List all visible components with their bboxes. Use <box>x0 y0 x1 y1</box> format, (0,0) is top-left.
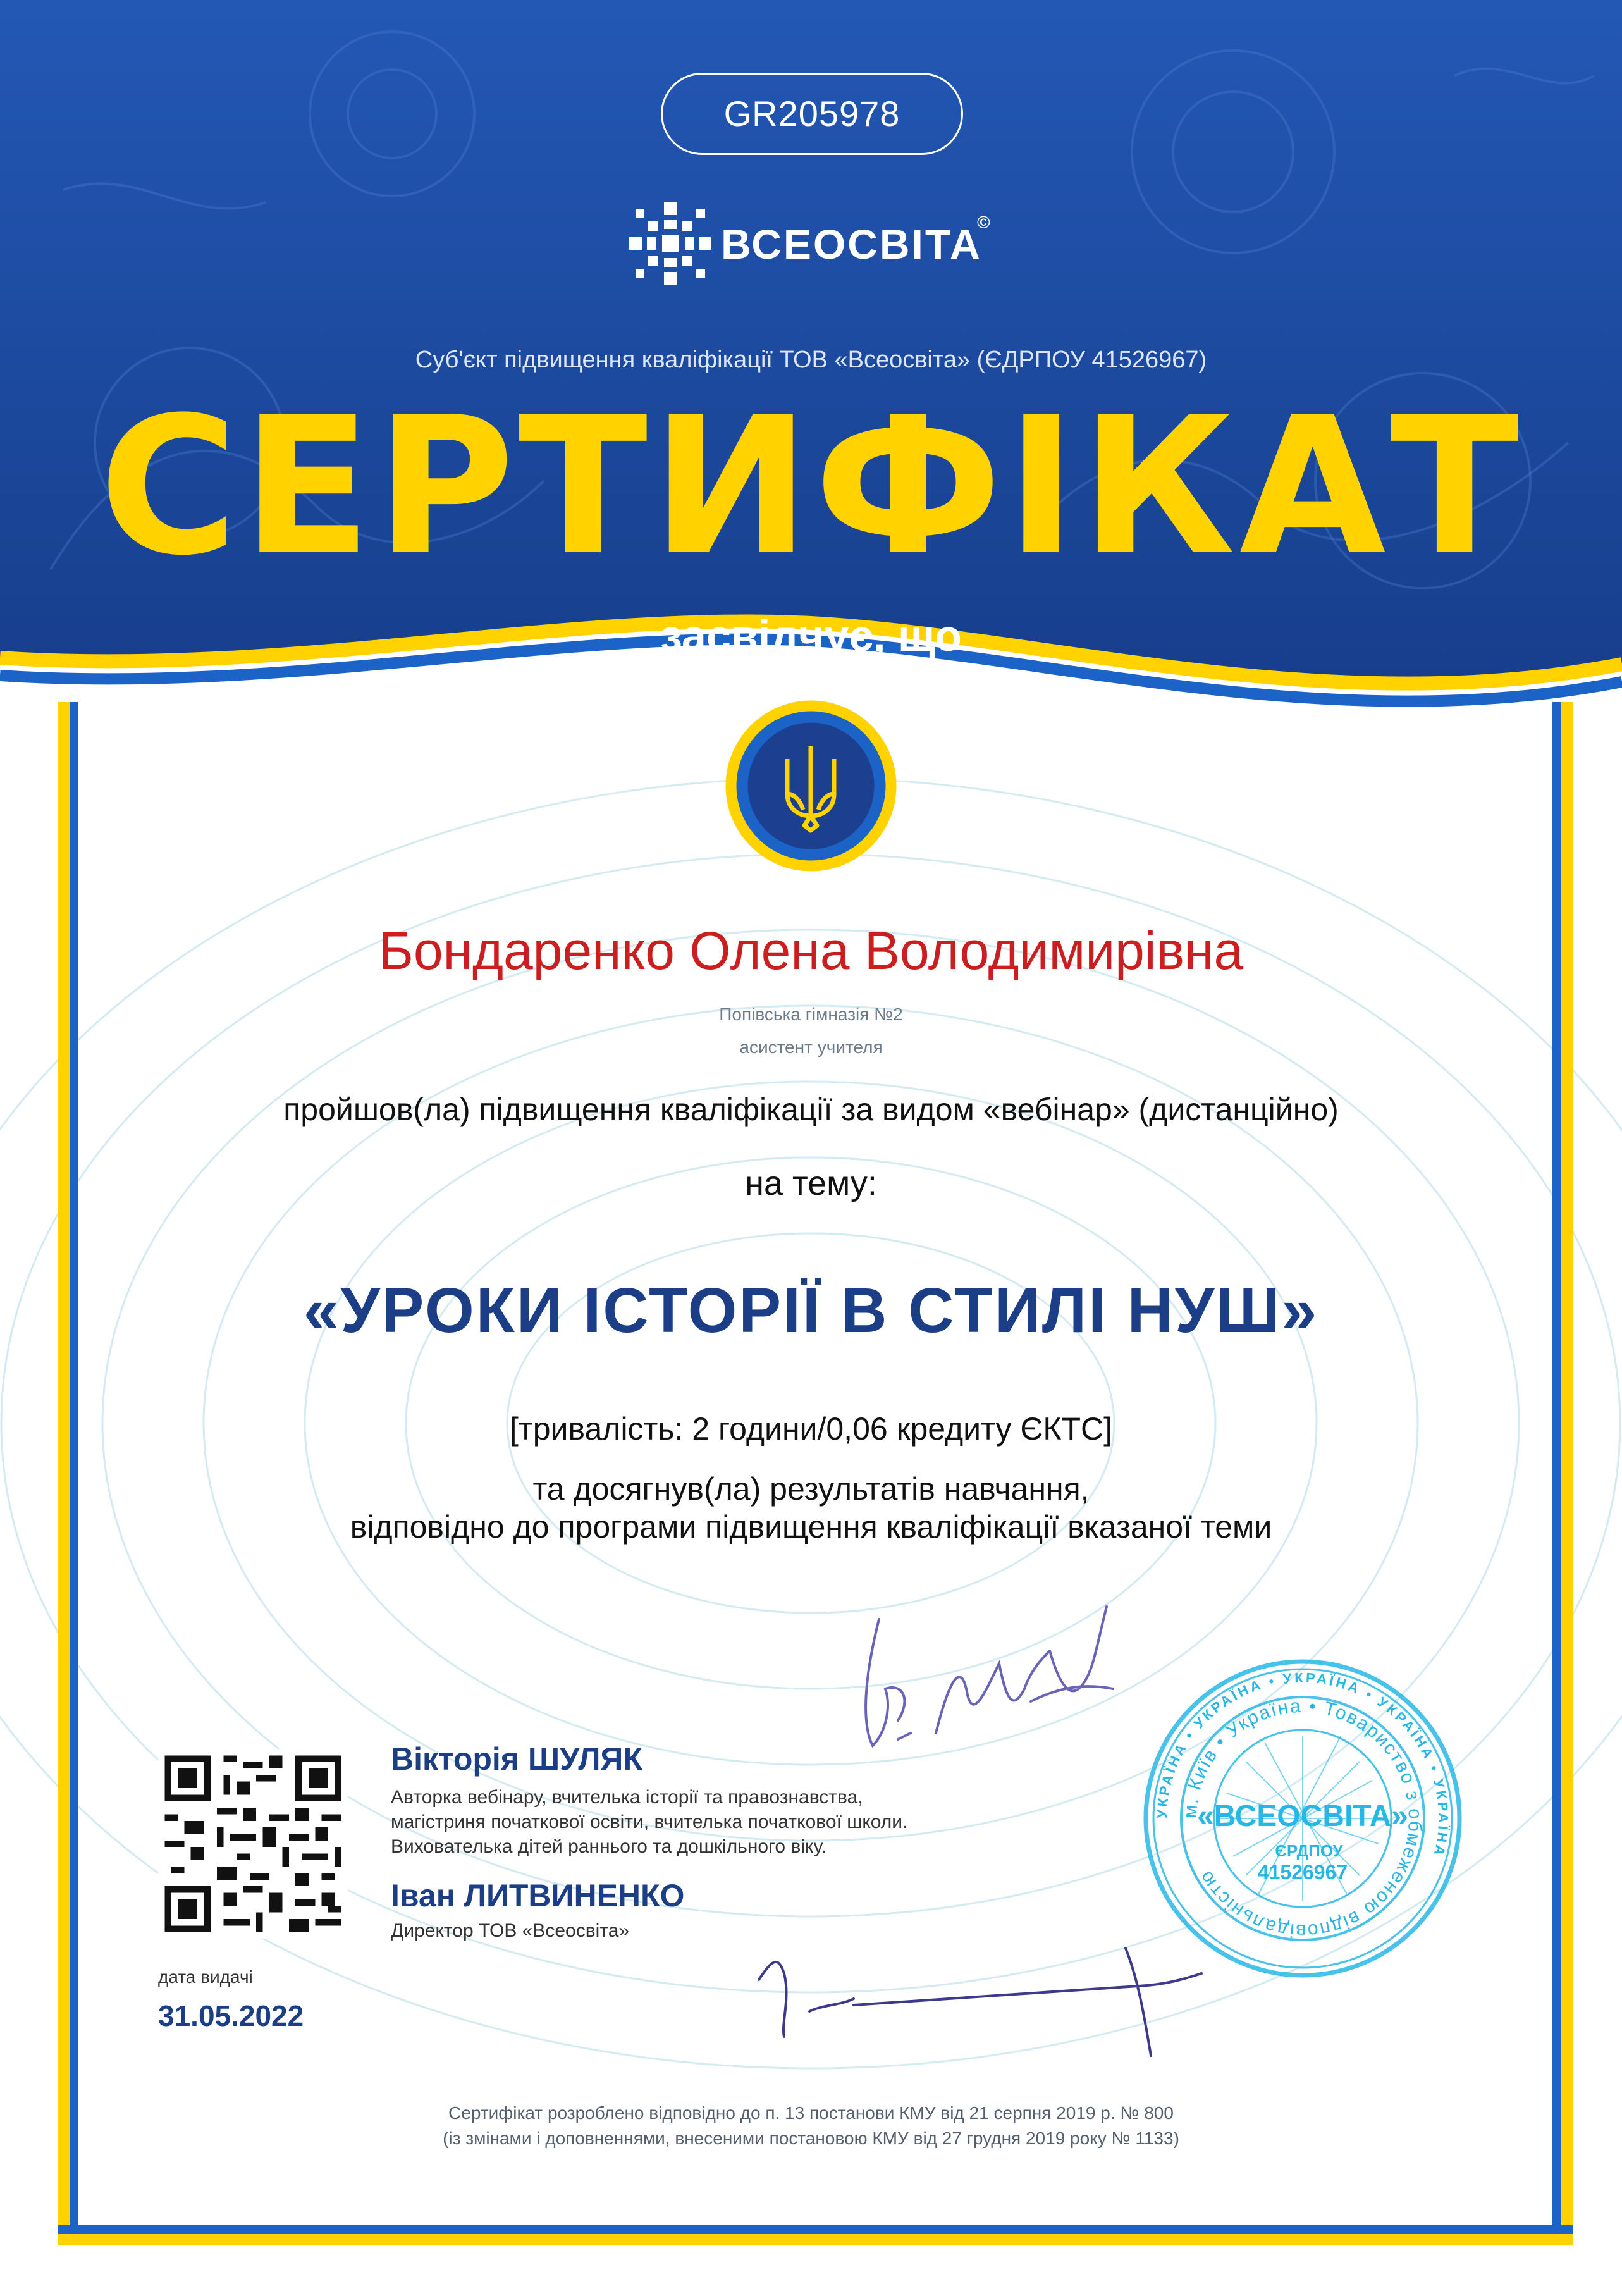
author-desc-line-1: Авторка вебінару, вчителька історії та правознавства, <box>391 1787 863 1808</box>
certificate-title: СЕРТИФІКАТ <box>99 376 1523 597</box>
director-description: Директор ТОВ «Всеосвіта» <box>391 1920 630 1941</box>
trident-emblem <box>724 699 898 873</box>
stamp-inner-text: м. Київ • Україна • Товариство з обмеженою відповідальністю <box>1179 1695 1426 1942</box>
footer-line-2: (із змінами і доповненнями, внесеними постановою КМУ від 27 грудня 2019 року № 1133) <box>443 2128 1179 2148</box>
on-topic-text: на тему: <box>745 1164 877 1202</box>
issue-date: 31.05.2022 <box>158 1999 304 2032</box>
recipient-position: асистент учителя <box>739 1037 883 1057</box>
logo-text: ВСЕОСВІТА <box>721 221 982 268</box>
passed-text: пройшов(ла) підвищення кваліфікації за видом «вебінар» (дистанційно) <box>283 1092 1339 1127</box>
author-name: Вікторія ШУЛЯК <box>391 1741 642 1777</box>
stamp-outer-text: УКРАЇНА • УКРАЇНА • УКРАЇНА • УКРАЇНА • УКРАЇНА <box>1153 1669 1452 1860</box>
certificate-number: GR205978 <box>661 73 963 155</box>
trident-icon <box>724 699 898 873</box>
author-desc-line-2: магістриня початкової освіти, вчителька початкової школи. <box>391 1811 908 1832</box>
stamp-code: 41526967 <box>1257 1861 1348 1884</box>
subject-line: Суб'єкт підвищення кваліфікації ТОВ «Всеосвіта» (ЄДРПОУ 41526967) <box>415 347 1207 373</box>
recipient-name: Бондаренко Олена Володимирівна <box>378 921 1244 980</box>
achieved-line-2: відповідно до програми підвищення кваліфікації вказаної теми <box>350 1509 1272 1545</box>
certifies-text: засвідчує, що <box>660 611 962 660</box>
qr-code[interactable] <box>158 1749 348 1939</box>
issue-date-label: дата видачі <box>158 1967 253 1987</box>
duration-text: [тривалість: 2 години/0,06 кредиту ЄКТС] <box>509 1411 1113 1447</box>
author-signature <box>841 1594 1119 1784</box>
company-stamp <box>1138 1654 1467 1983</box>
recipient-school: Попівська гімназія №2 <box>719 1004 903 1024</box>
director-name: Іван ЛИТВИНЕНКО <box>391 1878 685 1913</box>
author-description <box>391 1785 1023 1859</box>
author-desc-line-3: Вихователька дітей раннього та дошкільного віку. <box>391 1836 826 1857</box>
snowflake-logo-icon <box>623 196 718 291</box>
copyright-mark: © <box>977 213 990 232</box>
achieved-line-1: та досягнув(ла) результатів навчання, <box>532 1471 1090 1507</box>
stamp-code-label: ЄРДПОУ <box>1275 1841 1343 1860</box>
stamp-center-name: «ВСЕОСВІТА» <box>1197 1799 1408 1833</box>
webinar-topic: «УРОКИ ІСТОРІЇ В СТИЛІ НУШ» <box>303 1275 1319 1346</box>
vseosvita-logo <box>623 196 1002 291</box>
footer-line-1: Сертифікат розроблено відповідно до п. 13 постанови КМУ від 21 серпня 2019 р. № 800 <box>448 2103 1174 2123</box>
